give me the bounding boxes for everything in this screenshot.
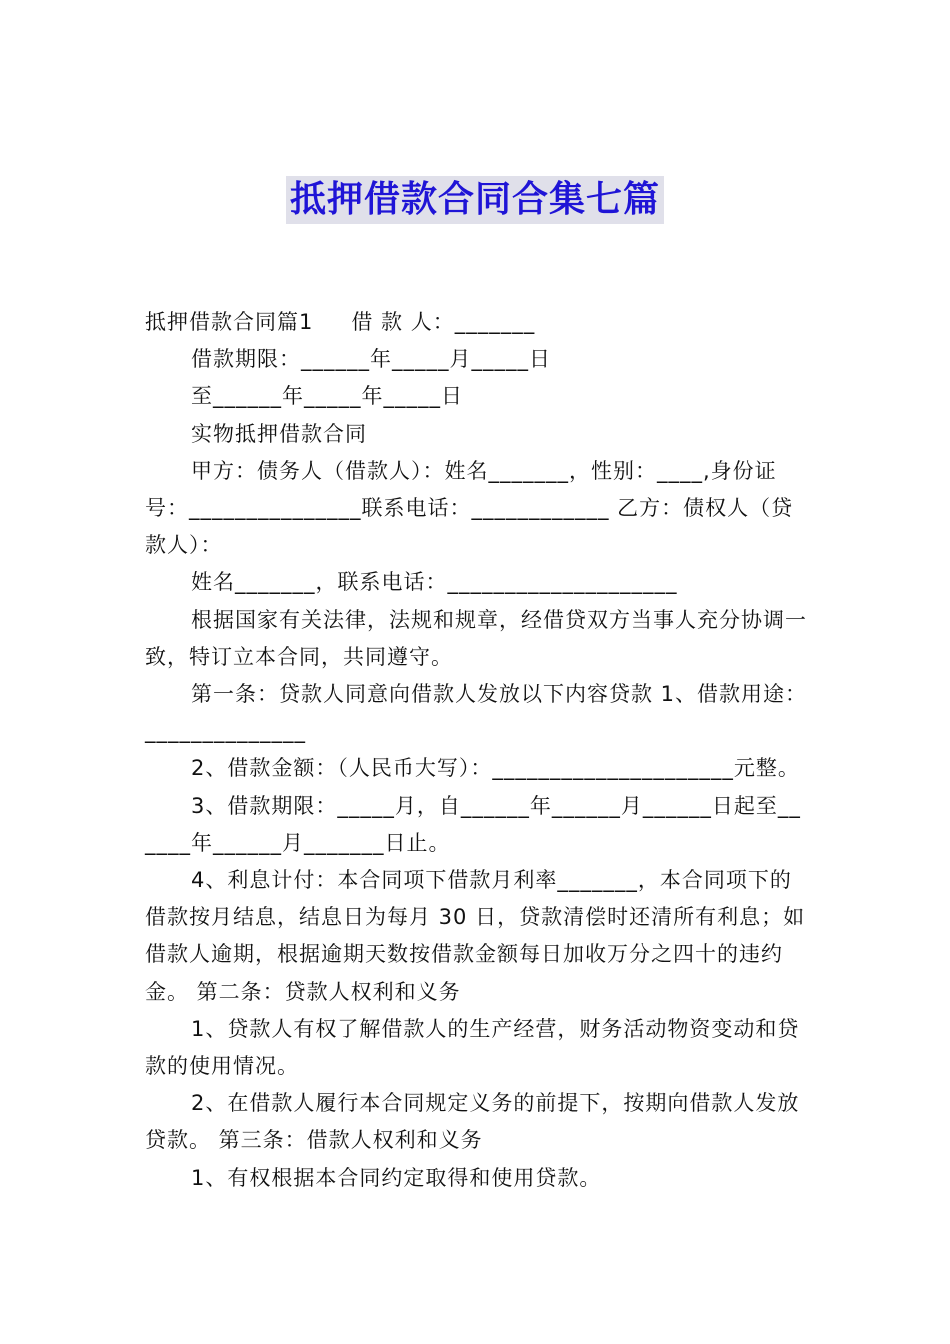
borrower-rights-item-1: 1、有权根据本合同约定取得和使用贷款。 <box>191 1165 602 1190</box>
contract-subtitle: 实物抵押借款合同 <box>191 421 367 446</box>
loan-period-paragraph: 3、借款期限：_____月，自______年______月______日起至______年______月_______日止。 <box>145 793 801 855</box>
party-b-contact-line: 姓名_______，联系电话：____________________ <box>191 570 678 595</box>
lender-rights-item-1: 1、贷款人有权了解借款人的生产经营，财务活动物资变动和贷款的使用情况。 <box>145 1016 800 1079</box>
borrower-field: 借 款 人：_______ <box>351 310 536 334</box>
loan-term-line: 借款期限：______年_____月_____日 <box>191 347 551 372</box>
article-one-paragraph: 第一条：贷款人同意向借款人发放以下内容贷款 1、借款用途：______________ <box>145 682 808 744</box>
document-title: 抵押借款合同合集七篇 <box>286 176 664 224</box>
document-body <box>145 304 810 1197</box>
lender-rights-item-2: 2、在借款人履行本合同规定义务的前提下，按期向借款人发放贷款。 第三条：借款人权利和义务 <box>145 1091 800 1153</box>
preamble-paragraph: 根据国家有关法律，法规和规章，经借贷双方当事人充分协调一致，特订立本合同，共同遵守。 <box>145 607 807 669</box>
section-label: 抵押借款合同篇1 <box>145 310 314 334</box>
loan-term-end-line: 至______年_____年_____日 <box>191 384 463 409</box>
party-a-paragraph: 甲方：债务人（借款人）：姓名_______，性别：____,身份证号：_______________联系电话：____________ 乙方：债权人（贷款人）： <box>145 458 794 558</box>
title-wrapper <box>0 176 950 224</box>
loan-amount-line: 2、借款金额：（人民币大写）：_____________________元整。 <box>191 756 800 781</box>
interest-paragraph: 4、利息计付：本合同项下借款月利率_______，本合同项下的借款按月结息，结息日为每月 30 日，贷款清偿时还清所有利息；如借款人逾期，根据逾期天数按借款金额每日加收万分之四十的违约金。 第二条：贷款人权利和义务 <box>145 868 806 1004</box>
paragraph-heading-line <box>145 304 810 341</box>
